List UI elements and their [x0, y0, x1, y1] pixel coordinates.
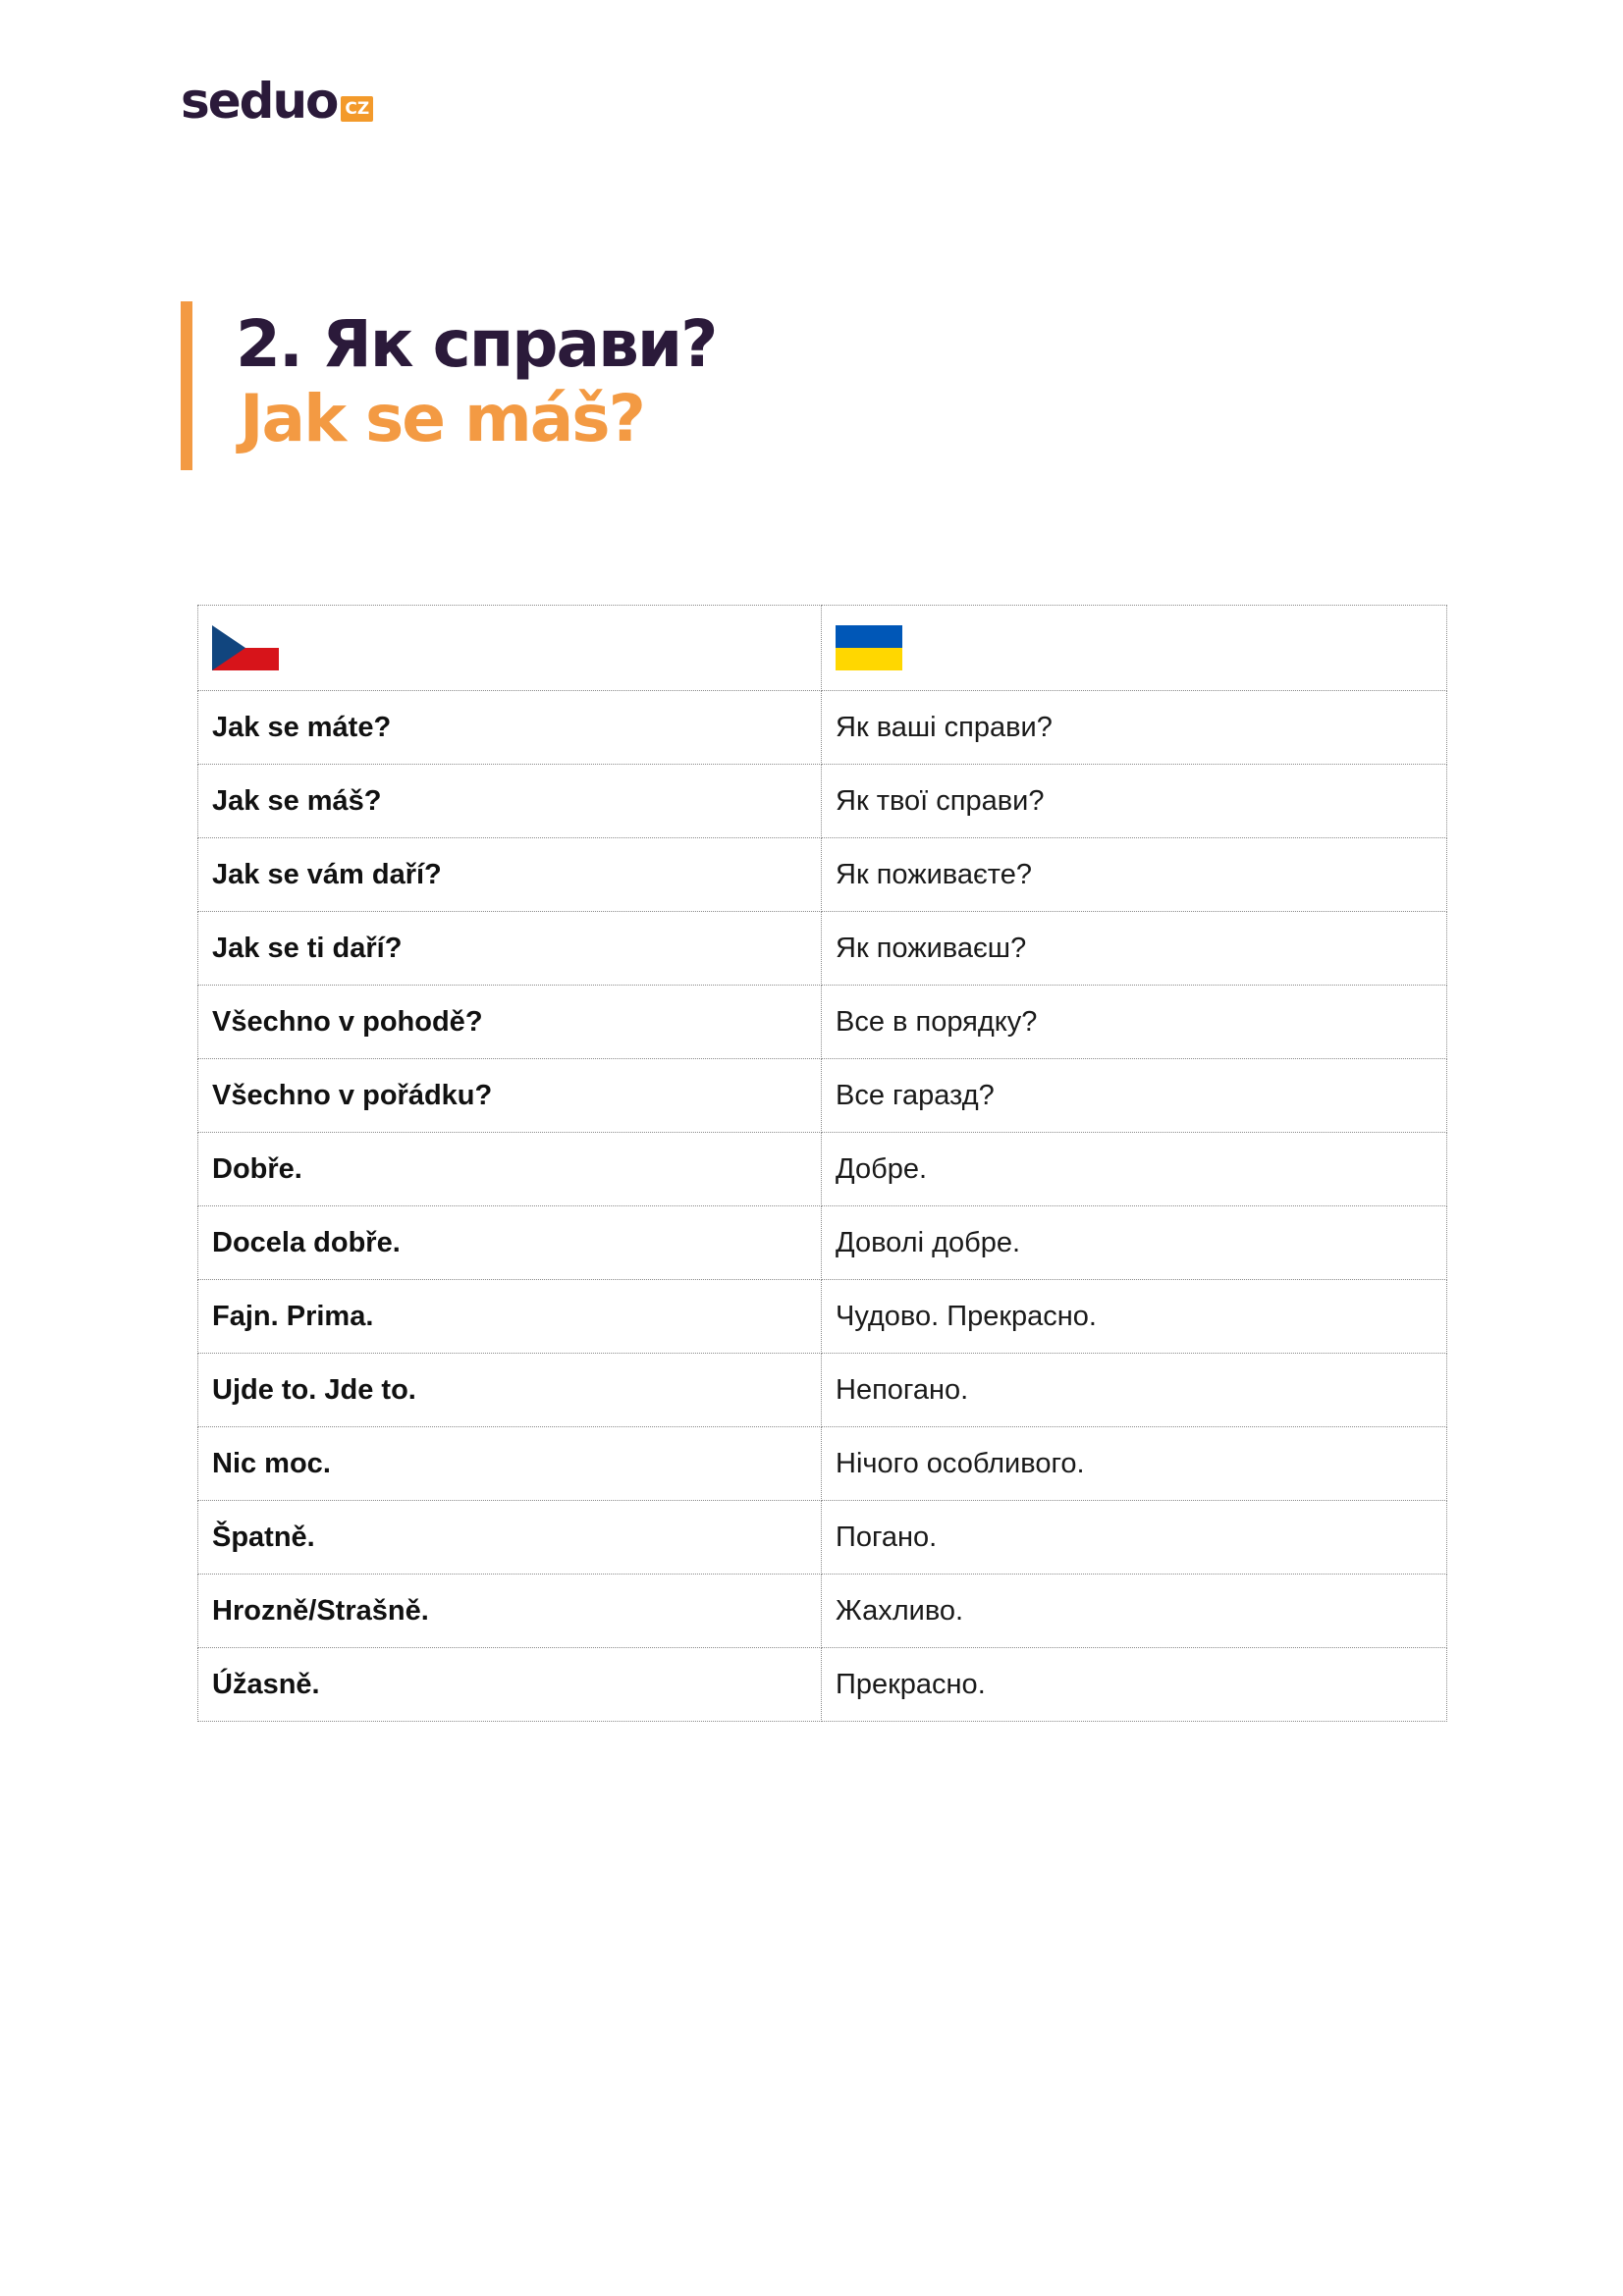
table-row: [198, 1133, 1447, 1206]
ukrainian-phrase: Непогано.: [822, 1354, 1447, 1427]
table-row: [198, 1206, 1447, 1280]
czech-column-header: [198, 606, 822, 691]
table-row: [198, 986, 1447, 1059]
table-header-row: [198, 606, 1447, 691]
table-row: [198, 1354, 1447, 1427]
ukrainian-phrase: Прекрасно.: [822, 1648, 1447, 1722]
czech-phrase: Jak se ti daří?: [198, 912, 822, 986]
section-heading: [181, 301, 716, 470]
ukrainian-phrase: Як твої справи?: [822, 765, 1447, 838]
table-row: [198, 838, 1447, 912]
page-title: 2. Як справи?: [236, 306, 717, 382]
page-subtitle: Jak se máš?: [240, 381, 644, 456]
table-row: [198, 1059, 1447, 1133]
table-row: [198, 1501, 1447, 1575]
czech-phrase: Jak se máš?: [198, 765, 822, 838]
czech-phrase: Špatně.: [198, 1501, 822, 1575]
phrase-table: [197, 605, 1447, 1722]
czech-phrase: Nic moc.: [198, 1427, 822, 1501]
ukrainian-phrase: Як поживаєте?: [822, 838, 1447, 912]
czech-flag-icon: [212, 625, 279, 670]
czech-phrase: Hrozně/Strašně.: [198, 1575, 822, 1648]
table-row: [198, 912, 1447, 986]
ukrainian-phrase: Як ваші справи?: [822, 691, 1447, 765]
ukrainian-phrase: Все в порядку?: [822, 986, 1447, 1059]
table-row: [198, 1427, 1447, 1501]
czech-phrase: Všechno v pohodě?: [198, 986, 822, 1059]
ukrainian-phrase: Як поживаєш?: [822, 912, 1447, 986]
table-row: [198, 691, 1447, 765]
ukrainian-phrase: Доволі добре.: [822, 1206, 1447, 1280]
ukrainian-phrase: Погано.: [822, 1501, 1447, 1575]
ukrainian-column-header: [822, 606, 1447, 691]
czech-phrase: Všechno v pořádku?: [198, 1059, 822, 1133]
czech-phrase: Ujde to. Jde to.: [198, 1354, 822, 1427]
table-row: [198, 1575, 1447, 1648]
logo-wordmark: seduo: [181, 73, 338, 130]
czech-phrase: Dobře.: [198, 1133, 822, 1206]
table-row: [198, 1648, 1447, 1722]
ukrainian-phrase: Добре.: [822, 1133, 1447, 1206]
ukrainian-phrase: Все гаразд?: [822, 1059, 1447, 1133]
czech-phrase: Jak se máte?: [198, 691, 822, 765]
ukrainian-phrase: Жахливо.: [822, 1575, 1447, 1648]
czech-phrase: Úžasně.: [198, 1648, 822, 1722]
ukrainian-phrase: Чудово. Прекрасно.: [822, 1280, 1447, 1354]
czech-phrase: Jak se vám daří?: [198, 838, 822, 912]
logo-badge: CZ: [341, 96, 373, 122]
ukrainian-phrase: Нічого особливого.: [822, 1427, 1447, 1501]
ukraine-flag-icon: [836, 625, 902, 670]
czech-phrase: Fajn. Prima.: [198, 1280, 822, 1354]
seduo-logo: [181, 73, 373, 130]
czech-phrase: Docela dobře.: [198, 1206, 822, 1280]
table-row: [198, 765, 1447, 838]
table-row: [198, 1280, 1447, 1354]
